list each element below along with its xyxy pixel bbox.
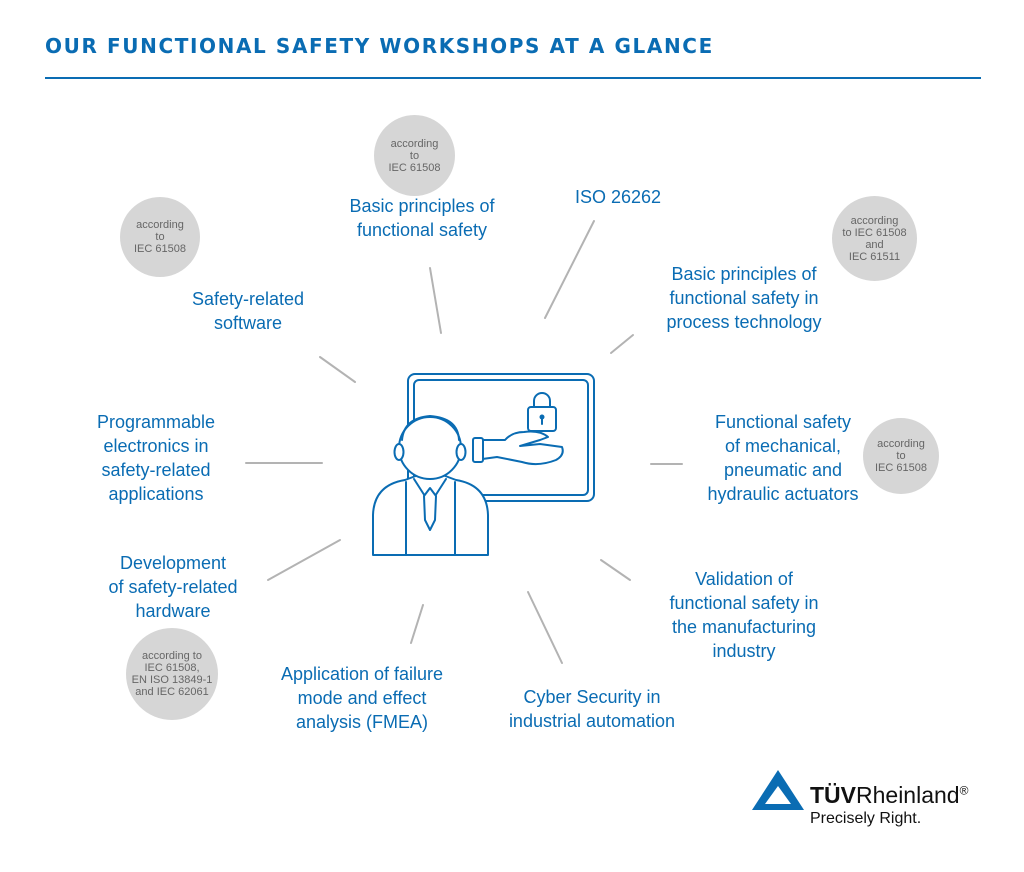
- connector-fmea: [411, 605, 423, 643]
- workshop-safety-software: Safety-related software: [191, 289, 305, 333]
- workshop-programmable-electronics: Programmable electronics in safety-related applications: [96, 412, 216, 504]
- badge-hardware: according to IEC 61508, EN ISO 13849-1 and IEC 62061: [126, 628, 218, 720]
- badge-software: according to IEC 61508: [120, 197, 200, 277]
- presenter-screen-icon: [373, 374, 594, 555]
- connector-validation: [601, 560, 630, 580]
- connector-cyber: [528, 592, 562, 663]
- brand-tagline: Precisely Right.: [810, 810, 922, 827]
- workshop-validation: Validation of functional safety in the manufacturing industry: [669, 569, 819, 661]
- connector-process: [611, 335, 633, 353]
- badge-process: according to IEC 61508 and IEC 61511: [832, 196, 917, 281]
- workshop-hardware: Development of safety-related hardware: [108, 553, 238, 621]
- connector-software: [320, 357, 355, 382]
- workshop-cyber-security: Cyber Security in industrial automation: [508, 687, 676, 731]
- page-title: OUR FUNCTIONAL SAFETY WORKSHOPS AT A GLANCE: [45, 34, 714, 58]
- workshop-process-technology: Basic principles of functional safety in process technology: [666, 264, 822, 332]
- workshop-mechanical-actuators: Functional safety of mechanical, pneumatic and hydraulic actuators: [707, 412, 859, 504]
- connector-basic: [430, 268, 441, 333]
- badge-basic: according to IEC 61508: [374, 115, 455, 196]
- workshop-fmea: Application of failure mode and effect analysis (FMEA): [280, 664, 444, 732]
- connector-hardware: [268, 540, 340, 580]
- connector-iso: [545, 221, 594, 318]
- badge-mechanical: according to IEC 61508: [863, 418, 939, 494]
- workshop-iso-26262: ISO 26262: [574, 187, 662, 207]
- workshop-basic-principles: Basic principles of functional safety: [349, 196, 495, 240]
- brand-wordmark: TÜVRheinland®: [810, 782, 969, 808]
